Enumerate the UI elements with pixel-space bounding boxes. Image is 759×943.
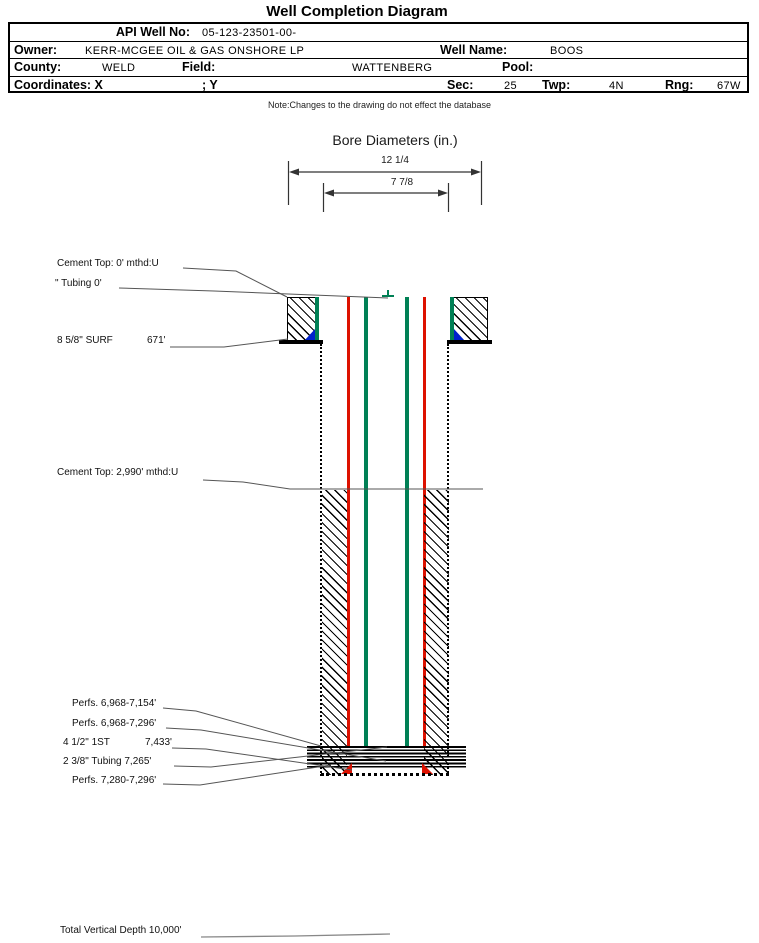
surface-casing-right-wall <box>450 297 454 341</box>
surface-casing-left-wall <box>315 297 319 341</box>
tubing-top-tick-stub <box>387 290 389 297</box>
pool-label: Pool: <box>502 60 534 74</box>
perfs-middle-label: Perfs. 6,968-7,296' <box>72 718 157 729</box>
leader-cement-top-production <box>203 480 483 489</box>
tubing-label: 2 3/8" Tubing 7,265' <box>63 756 152 767</box>
production-cement-right <box>424 490 449 775</box>
perforation-band <box>307 746 466 768</box>
owner-value: KERR-MCGEE OIL & GAS ONSHORE LP <box>85 45 305 57</box>
twp-value: 4N <box>609 80 624 92</box>
sec-label: Sec: <box>447 78 474 92</box>
cement-top-production-label: Cement Top: 2,990' mthd:U <box>57 467 179 478</box>
perfs-upper-label: Perfs. 6,968-7,154' <box>72 698 157 709</box>
rng-value: 67W <box>717 80 741 92</box>
coordinates-y-label: ; Y <box>202 78 218 92</box>
api-well-no-value: 05-123-23501-00- <box>202 27 297 39</box>
production-casing-label: 4 1/2" 1ST <box>63 737 110 748</box>
leader-total-depth <box>201 934 390 937</box>
outer-bore-diameter-value: 12 1/4 <box>381 155 409 166</box>
well-name-label: Well Name: <box>440 43 508 57</box>
well-name-value: BOOS <box>550 45 584 57</box>
production-casing-depth-label: 7,433' <box>145 737 172 748</box>
well-bottom-edge <box>321 773 449 776</box>
coordinates-label: Coordinates: X <box>14 78 103 92</box>
header-row-api <box>10 24 747 42</box>
database-note: Note:Changes to the drawing do not effect the database <box>268 100 491 110</box>
twp-label: Twp: <box>542 78 571 92</box>
header-row-county <box>10 59 747 77</box>
leader-perfs-lower <box>163 765 331 785</box>
header-table <box>8 22 749 93</box>
bore-diameters-title: Bore Diameters (in.) <box>332 132 458 148</box>
header-row-owner <box>10 42 747 59</box>
page-title: Well Completion Diagram <box>266 3 448 20</box>
rng-label: Rng: <box>665 78 694 92</box>
api-well-no-label: API Well No: <box>115 25 190 39</box>
surface-casing-depth-label: 671' <box>147 335 166 346</box>
leader-perfs-upper <box>163 708 321 746</box>
cement-top-surface-label: Cement Top: 0' mthd:U <box>57 258 159 269</box>
production-casing-left-wall <box>347 297 350 746</box>
production-cement-left <box>322 490 347 775</box>
tubing-top-label: " Tubing 0' <box>55 278 102 289</box>
field-value: WATTENBERG <box>352 62 433 74</box>
county-value: WELD <box>102 62 136 74</box>
tubing-left-wall <box>364 297 368 746</box>
field-label: Field: <box>182 60 216 74</box>
sec-value: 25 <box>504 80 518 92</box>
total-depth-label: Total Vertical Depth 10,000' <box>60 925 182 936</box>
owner-label: Owner: <box>14 43 58 57</box>
tubing-right-wall <box>405 297 409 746</box>
header-row-coordinates <box>10 77 747 95</box>
perfs-lower-label: Perfs. 7,280-7,296' <box>72 775 157 786</box>
county-label: County: <box>14 60 62 74</box>
surface-shoe-step-left <box>279 340 323 344</box>
leader-surface-casing <box>170 339 288 347</box>
surface-shoe-step-right <box>447 340 492 344</box>
leader-cement-top-surface <box>183 268 287 297</box>
surface-casing-label: 8 5/8" SURF <box>57 335 113 346</box>
inner-bore-diameter-value: 7 7/8 <box>390 177 414 188</box>
